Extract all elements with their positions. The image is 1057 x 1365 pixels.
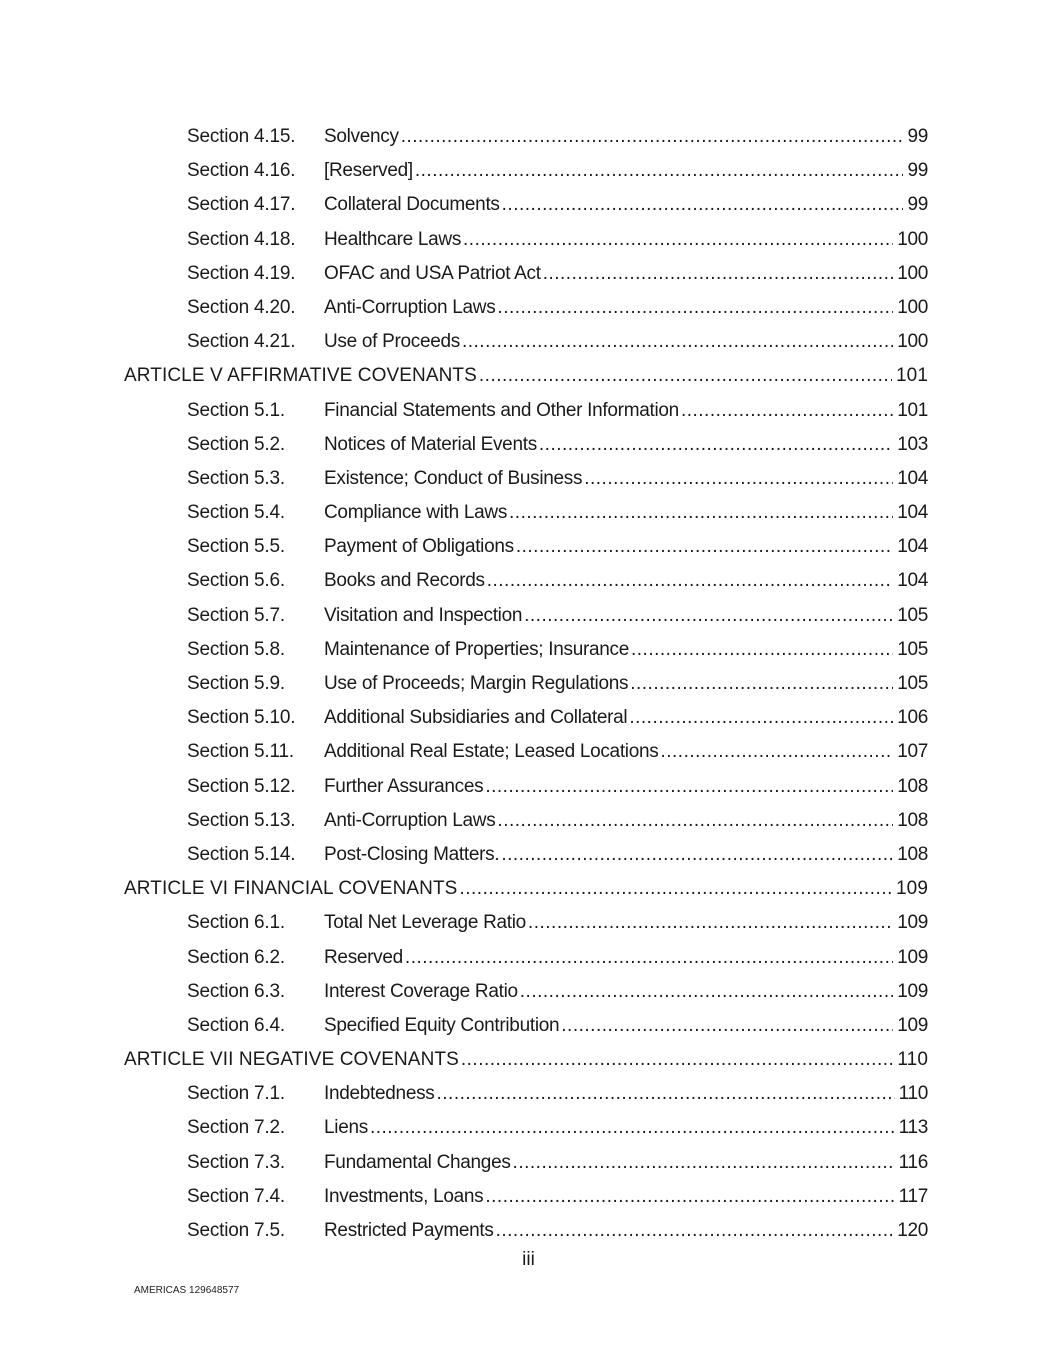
toc-section-number: Section 7.3. <box>187 1151 285 1173</box>
toc-section-row <box>0 667 1057 701</box>
toc-entry <box>324 1180 928 1214</box>
toc-section-title: Collateral Documents <box>324 194 500 216</box>
toc-section-number: Section 4.18. <box>187 228 296 250</box>
toc-section-title: Use of Proceeds <box>324 331 460 353</box>
dot-leader <box>516 530 893 564</box>
dot-leader <box>497 804 893 838</box>
toc-entry <box>124 359 928 393</box>
toc-entry <box>324 975 928 1009</box>
dot-leader <box>405 941 893 975</box>
toc-section-title: Visitation and Inspection <box>324 604 523 626</box>
toc-article-row <box>0 359 1057 393</box>
toc-section-number: Section 6.2. <box>187 946 285 968</box>
toc-section-number: Section 5.14. <box>187 843 296 865</box>
toc-entry <box>124 872 928 906</box>
toc-entry <box>324 188 928 222</box>
toc-section-title: Post-Closing Matters. <box>324 843 500 865</box>
toc-page-number: 99 <box>907 126 928 147</box>
dot-leader <box>401 120 904 154</box>
toc-entry <box>124 1043 928 1077</box>
toc-page-number: 109 <box>897 980 928 1002</box>
toc-page-number: 105 <box>897 604 928 626</box>
toc-section-title: Fundamental Changes <box>324 1151 511 1173</box>
dot-leader <box>463 223 893 257</box>
dot-leader <box>370 1111 895 1145</box>
toc-page-number: 116 <box>898 1151 928 1173</box>
toc-section-row <box>0 462 1057 496</box>
toc-page-number: 99 <box>907 194 928 216</box>
toc-page-number: 103 <box>897 433 928 455</box>
toc-section-title: Specified Equity Contribution <box>324 1014 560 1036</box>
toc-section-number: Section 6.1. <box>187 912 285 934</box>
toc-section-title: Payment of Obligations <box>324 536 514 558</box>
toc-section-number: Section 5.1. <box>187 399 285 421</box>
toc-page-number: 110 <box>897 1049 928 1071</box>
dot-leader <box>459 872 892 906</box>
toc-section-title: Existence; Conduct of Business <box>324 467 583 489</box>
page-number: iii <box>522 1249 535 1270</box>
toc-article-title: ARTICLE VI FINANCIAL COVENANTS <box>124 878 458 900</box>
toc-section-title: Interest Coverage Ratio <box>324 980 518 1002</box>
toc-section-row <box>0 291 1057 325</box>
table-of-contents <box>0 120 1057 1248</box>
toc-section-row <box>0 941 1057 975</box>
toc-section-title: Healthcare Laws <box>324 228 462 250</box>
toc-page-number: 109 <box>897 912 928 934</box>
dot-leader <box>629 701 893 735</box>
toc-section-row <box>0 1009 1057 1043</box>
toc-section-number: Section 5.11. <box>187 741 294 763</box>
toc-entry <box>324 599 928 633</box>
dot-leader <box>485 770 893 804</box>
toc-section-row <box>0 564 1057 598</box>
toc-entry <box>324 633 928 667</box>
toc-section-number: Section 4.20. <box>187 296 296 318</box>
toc-page-number: 110 <box>898 1083 928 1105</box>
dot-leader <box>520 975 893 1009</box>
toc-section-row <box>0 120 1057 154</box>
toc-page-number: 108 <box>897 809 928 831</box>
toc-section-row <box>0 838 1057 872</box>
document-id: AMERICAS 129648577 <box>134 1285 240 1296</box>
toc-section-number: Section 5.13. <box>187 809 296 831</box>
toc-article-row <box>0 872 1057 906</box>
dot-leader <box>528 906 893 940</box>
toc-section-row <box>0 1077 1057 1111</box>
toc-section-title: OFAC and USA Patriot Act <box>324 262 541 284</box>
toc-section-number: Section 5.4. <box>187 502 285 524</box>
toc-entry <box>324 1077 928 1111</box>
toc-entry <box>324 154 928 188</box>
dot-leader <box>487 564 893 598</box>
dot-leader <box>524 599 893 633</box>
toc-section-title: Total Net Leverage Ratio <box>324 912 526 934</box>
toc-section-row <box>0 1180 1057 1214</box>
toc-entry <box>324 701 928 735</box>
dot-leader <box>584 462 893 496</box>
toc-entry <box>324 223 928 257</box>
toc-entry <box>324 735 928 769</box>
toc-page-number: 106 <box>897 707 928 729</box>
dot-leader <box>509 496 893 530</box>
toc-article-row <box>0 1043 1057 1077</box>
toc-page-number: 109 <box>897 1014 928 1036</box>
toc-page-number: 117 <box>898 1185 928 1207</box>
toc-page-number: 105 <box>897 673 928 694</box>
toc-section-number: Section 5.12. <box>187 775 296 797</box>
toc-section-title: Compliance with Laws <box>324 502 508 524</box>
toc-section-row <box>0 154 1057 188</box>
toc-section-number: Section 7.1. <box>187 1083 285 1105</box>
toc-section-number: Section 4.15. <box>187 126 296 147</box>
toc-entry <box>324 394 928 428</box>
toc-entry <box>324 291 928 325</box>
toc-section-row <box>0 975 1057 1009</box>
toc-section-row <box>0 633 1057 667</box>
toc-entry <box>324 428 928 462</box>
toc-entry <box>324 462 928 496</box>
toc-section-number: Section 5.10. <box>187 707 296 729</box>
toc-section-title: Liens <box>324 1117 368 1139</box>
toc-page-number: 109 <box>897 946 928 968</box>
toc-section-number: Section 4.17. <box>187 194 296 216</box>
toc-section-row <box>0 1146 1057 1180</box>
toc-entry <box>324 838 928 872</box>
toc-entry <box>324 1009 928 1043</box>
toc-section-number: Section 5.7. <box>187 604 285 626</box>
toc-page-number: 100 <box>897 296 928 318</box>
toc-section-number: Section 4.21. <box>187 331 296 353</box>
toc-section-title: Indebtedness <box>324 1083 435 1105</box>
toc-section-number: Section 7.5. <box>187 1220 285 1241</box>
toc-section-row <box>0 223 1057 257</box>
toc-section-row <box>0 325 1057 359</box>
toc-section-title: Restricted Payments <box>324 1220 494 1241</box>
dot-leader <box>497 291 893 325</box>
dot-leader <box>485 1180 894 1214</box>
toc-section-number: Section 4.19. <box>187 262 296 284</box>
toc-entry <box>324 120 928 154</box>
dot-leader <box>479 359 892 393</box>
dot-leader <box>539 428 893 462</box>
toc-section-number: Section 5.8. <box>187 638 285 660</box>
toc-page-number: 100 <box>897 262 928 284</box>
toc-page-number: 109 <box>895 878 928 900</box>
toc-section-number: Section 6.3. <box>187 980 285 1002</box>
toc-section-number: Section 5.9. <box>187 673 285 694</box>
toc-entry <box>324 257 928 291</box>
toc-article-title: ARTICLE V AFFIRMATIVE COVENANTS <box>124 365 477 387</box>
toc-entry <box>324 667 928 701</box>
dot-leader <box>513 1146 895 1180</box>
toc-page-number: 99 <box>907 160 928 182</box>
dot-leader <box>496 1214 894 1248</box>
toc-section-title: Use of Proceeds; Margin Regulations <box>324 673 629 694</box>
dot-leader <box>437 1077 895 1111</box>
toc-page-number: 104 <box>897 502 928 524</box>
toc-section-number: Section 6.4. <box>187 1014 285 1036</box>
dot-leader <box>631 633 893 667</box>
toc-section-row <box>0 257 1057 291</box>
toc-entry <box>324 325 928 359</box>
toc-section-title: Investments, Loans <box>324 1185 484 1207</box>
toc-page-number: 108 <box>897 775 928 797</box>
toc-page-number: 100 <box>897 331 928 353</box>
toc-entry <box>324 530 928 564</box>
toc-section-title: [Reserved] <box>324 160 413 182</box>
toc-section-row <box>0 906 1057 940</box>
toc-article-title: ARTICLE VII NEGATIVE COVENANTS <box>124 1049 459 1071</box>
toc-entry <box>324 770 928 804</box>
dot-leader <box>561 1009 893 1043</box>
toc-page-number: 100 <box>897 228 928 250</box>
toc-section-row <box>0 530 1057 564</box>
toc-section-title: Notices of Material Events <box>324 433 537 455</box>
toc-page-number: 105 <box>897 638 928 660</box>
dot-leader <box>681 394 893 428</box>
toc-section-row <box>0 496 1057 530</box>
toc-section-title: Reserved <box>324 946 403 968</box>
toc-page-number: 104 <box>897 570 928 592</box>
toc-entry <box>324 1214 928 1248</box>
toc-section-number: Section 4.16. <box>187 160 296 182</box>
toc-entry <box>324 1111 928 1145</box>
dot-leader <box>461 1043 894 1077</box>
toc-section-title: Anti-Corruption Laws <box>324 809 496 831</box>
toc-section-row <box>0 1111 1057 1145</box>
toc-section-title: Maintenance of Properties; Insurance <box>324 638 629 660</box>
toc-section-title: Further Assurances <box>324 775 484 797</box>
toc-page-number: 120 <box>897 1220 928 1241</box>
toc-page-number: 113 <box>898 1117 928 1139</box>
dot-leader <box>501 838 893 872</box>
toc-section-row <box>0 599 1057 633</box>
toc-section-number: Section 5.3. <box>187 467 285 489</box>
toc-section-title: Financial Statements and Other Information <box>324 399 679 421</box>
toc-page-number: 104 <box>897 467 928 489</box>
toc-entry <box>324 941 928 975</box>
toc-page-number: 104 <box>897 536 928 558</box>
dot-leader <box>462 325 893 359</box>
toc-section-row <box>0 735 1057 769</box>
toc-entry <box>324 564 928 598</box>
dot-leader <box>543 257 894 291</box>
toc-entry <box>324 1146 928 1180</box>
toc-section-number: Section 5.2. <box>187 433 285 455</box>
toc-entry <box>324 906 928 940</box>
toc-page-number: 101 <box>895 365 928 387</box>
toc-section-row <box>0 804 1057 838</box>
toc-entry <box>324 496 928 530</box>
toc-section-number: Section 7.4. <box>187 1185 285 1207</box>
toc-section-number: Section 5.5. <box>187 536 285 558</box>
dot-leader <box>415 154 904 188</box>
toc-page-number: 107 <box>897 741 928 763</box>
toc-section-title: Additional Real Estate; Leased Locations <box>324 741 659 763</box>
toc-section-row <box>0 188 1057 222</box>
toc-section-row <box>0 394 1057 428</box>
toc-section-row <box>0 770 1057 804</box>
toc-section-row <box>0 701 1057 735</box>
toc-section-title: Anti-Corruption Laws <box>324 296 496 318</box>
toc-page-number: 101 <box>897 399 928 421</box>
toc-page-number: 108 <box>897 843 928 865</box>
toc-section-row <box>0 1214 1057 1248</box>
dot-leader <box>502 188 904 222</box>
toc-section-title: Books and Records <box>324 570 485 592</box>
toc-section-title: Solvency <box>324 126 399 147</box>
dot-leader <box>660 735 893 769</box>
toc-section-number: Section 7.2. <box>187 1117 285 1139</box>
toc-entry <box>324 804 928 838</box>
toc-section-row <box>0 428 1057 462</box>
toc-section-title: Additional Subsidiaries and Collateral <box>324 707 628 729</box>
dot-leader <box>630 667 893 701</box>
toc-section-number: Section 5.6. <box>187 570 285 592</box>
